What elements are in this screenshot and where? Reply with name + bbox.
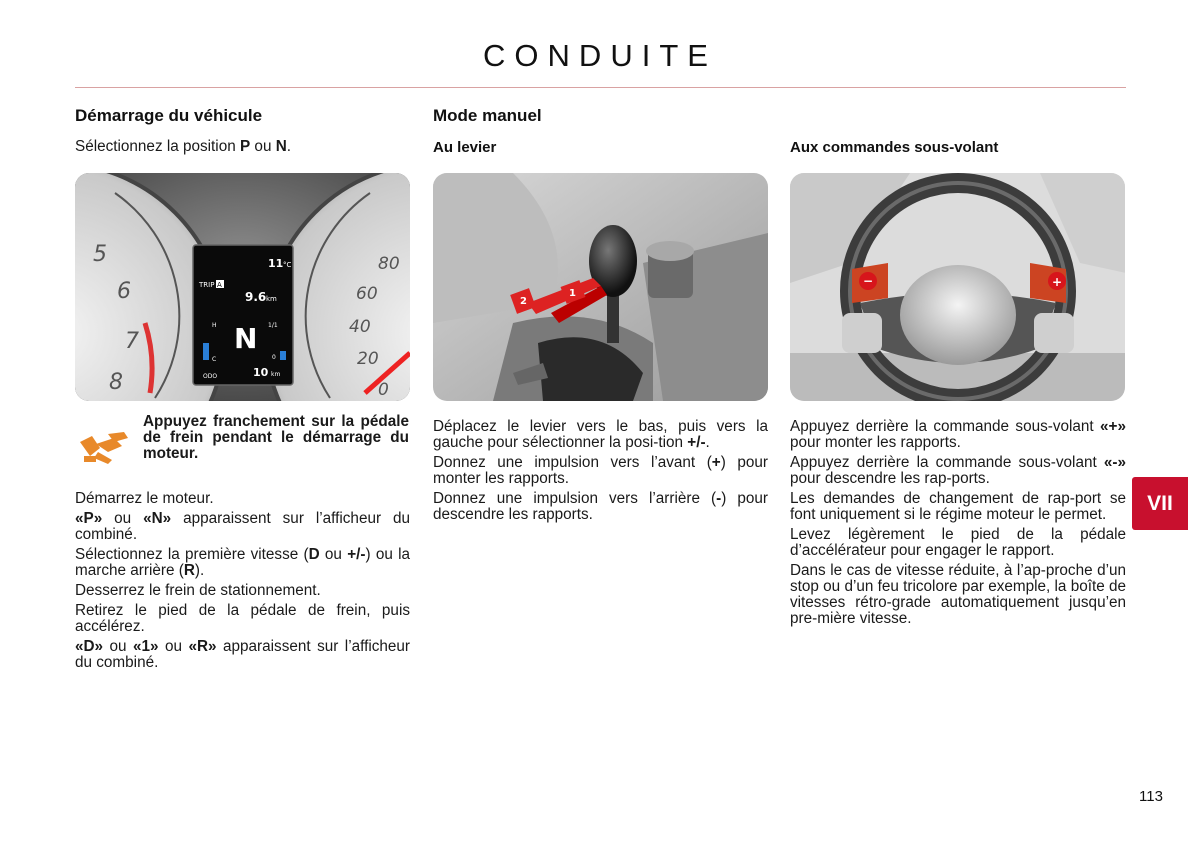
- arrow-2-label: 2: [520, 296, 527, 307]
- speedo-40: 40: [349, 317, 371, 337]
- title-divider: [75, 87, 1126, 88]
- speedo-0: 0: [378, 380, 389, 400]
- display-odo-label: ODO: [203, 373, 218, 380]
- col3-body-paragraph: Dans le cas de vitesse réduite, à l’ap-proche d’un stop ou d’un feu tricolore par exemple, la boîte de vitesses rétro-grade automatiquement jusqu’en pre-mière vitesse.: [790, 562, 1126, 627]
- display-odo-unit: km: [271, 371, 281, 378]
- display-temp-h: H: [212, 322, 217, 329]
- speedo-80: 80: [378, 254, 400, 274]
- col1-body-paragraph: Démarrez le moteur.: [75, 490, 214, 507]
- col3-body: [790, 419, 1126, 631]
- col1-body-paragraph: Sélectionnez la première vitesse (D ou +/-) ou la marche arrière (R).: [75, 546, 410, 579]
- display-trip-value: 9.6: [245, 290, 267, 304]
- col3-body-paragraph: Levez légèrement le pied de la pédale d’accélérateur pour engager le rapport.: [790, 526, 1126, 559]
- page-number: 113: [1139, 788, 1163, 805]
- display-gear: N: [234, 322, 258, 355]
- tacho-6: 6: [117, 279, 131, 304]
- col2-body-paragraph: Donnez une impulsion vers l’arrière (-) pour descendre les rapports.: [433, 490, 768, 523]
- tacho-7: 7: [125, 329, 139, 354]
- paddle-minus-label: −: [863, 274, 874, 288]
- speedo-60: 60: [356, 284, 378, 304]
- col3-body-paragraph: Appuyez derrière la commande sous-volant «+» pour monter les rapports.: [790, 418, 1126, 451]
- col1-body-paragraph: «P» ou «N» apparaissent sur l’afficheur du combiné.: [75, 510, 411, 543]
- page-title: CONDUITE: [483, 38, 717, 73]
- subheading-au-levier: Au levier: [433, 139, 497, 156]
- col1-body-paragraph: Retirez le pied de la pédale de frein, puis accélérez.: [75, 602, 410, 635]
- col2-body: [433, 419, 768, 527]
- col1-body-paragraph: Desserrez le frein de stationnement.: [75, 582, 321, 599]
- display-ratio-top: 1/1: [268, 322, 278, 329]
- arrow-1-label: 1: [569, 288, 576, 299]
- paddle-plus-label: +: [1052, 275, 1063, 289]
- display-temp-c: C: [212, 356, 217, 363]
- heading-demarrage: Démarrage du véhicule: [75, 106, 263, 125]
- display-temp: 11: [268, 257, 284, 270]
- col1-body-paragraph: «D» ou «1» ou «R» apparaissent sur l’afficheur du combiné.: [75, 638, 410, 671]
- dashboard-illustration: [75, 173, 410, 401]
- display-trip-letter: A: [217, 281, 222, 289]
- col3-body-paragraph: Appuyez derrière la commande sous-volant «-» pour descendre les rap-ports.: [790, 454, 1126, 487]
- brake-pedal-warning-icon: [78, 430, 130, 466]
- display-trip-label: TRIP: [199, 281, 215, 289]
- display-temp-unit: °C: [283, 261, 292, 269]
- steering-wheel-illustration: [790, 173, 1125, 401]
- chapter-tab: VII: [1132, 477, 1188, 530]
- heading-mode-manuel: Mode manuel: [433, 106, 542, 125]
- display-ratio-bottom: 0: [272, 354, 276, 361]
- tacho-5: 5: [93, 242, 107, 267]
- subheading-sous-volant: Aux commandes sous-volant: [790, 139, 999, 156]
- display-odo-value: 10: [253, 366, 269, 379]
- col2-body-paragraph: Donnez une impulsion vers l’avant (+) pour monter les rapports.: [433, 454, 768, 487]
- speedo-20: 20: [357, 349, 379, 369]
- lead-instruction: Sélectionnez la position P ou N.: [75, 138, 292, 155]
- col2-body-paragraph: Déplacez le levier vers le bas, puis vers la gauche pour sélectionner la posi-tion +/-.: [433, 418, 768, 451]
- gear-lever-illustration: [433, 173, 768, 401]
- brake-warning-text: Appuyez franchement sur la pédale de frein pendant le démarrage du moteur.: [143, 413, 409, 462]
- tacho-8: 8: [109, 370, 123, 395]
- display-trip-unit: km: [266, 295, 277, 303]
- col3-body-paragraph: Les demandes de changement de rap-port se font uniquement si le régime moteur le permet.: [790, 490, 1126, 523]
- col1-body: [75, 491, 410, 675]
